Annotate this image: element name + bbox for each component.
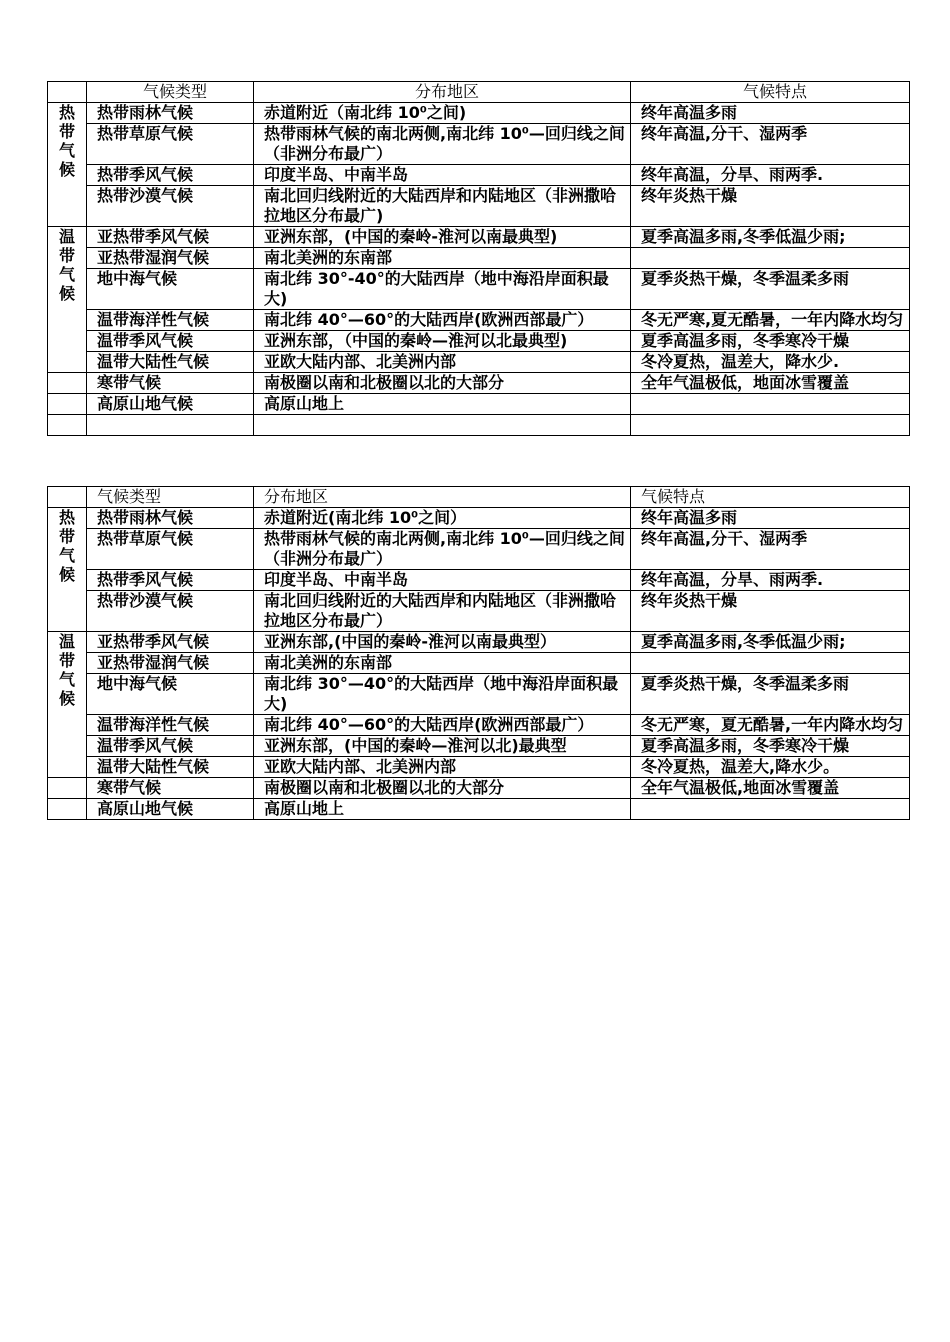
table-row [48,632,910,653]
region-cell: 南极圈以南和北极圈以北的大部分 [254,373,631,394]
feature-cell: 冬无严寒，夏无酷暑,一年内降水均匀 [631,715,910,736]
region-cell: 亚欧大陆内部、北美洲内部 [254,757,631,778]
group-label-cell-empty [48,799,87,820]
table-row [48,248,910,269]
region-cell: 南北纬 40°—60°的大陆西岸(欧洲西部最广） [254,715,631,736]
feature-cell: 终年高温，分旱、雨两季. [631,165,910,186]
feature-cell: 终年炎热干燥 [631,186,910,227]
feature-cell: 夏季炎热干燥，冬季温柔多雨 [631,674,910,715]
table-row [48,331,910,352]
header-cell-blank [48,487,87,508]
region-cell: 南北回归线附近的大陆西岸和内陆地区（非洲撒哈拉地区分布最广） [254,591,631,632]
group-label-cell [48,227,87,373]
region-cell: 热带雨林气候的南北两侧,南北纬 10⁰—回归线之间（非洲分布最广） [254,124,631,165]
type-cell: 温带大陆性气候 [87,352,254,373]
region-cell: 南北纬 40°—60°的大陆西岸(欧洲西部最广） [254,310,631,331]
table-row [48,736,910,757]
region-cell: 亚洲东部，(中国的秦岭—淮河以北)最典型 [254,736,631,757]
type-cell: 亚热带季风气候 [87,632,254,653]
type-cell: 温带海洋性气候 [87,715,254,736]
feature-cell: 终年炎热干燥 [631,591,910,632]
region-cell: 南北纬 30°—40°的大陆西岸（地中海沿岸面积最大) [254,674,631,715]
table-row [48,570,910,591]
blank-row [48,415,910,436]
group-label: 热带气候 [58,508,75,584]
feature-cell: 冬冷夏热，温差大，降水少. [631,352,910,373]
group-label-cell [48,103,87,227]
group-label-cell [48,632,87,778]
type-cell: 亚热带湿润气候 [87,248,254,269]
type-cell: 亚热带湿润气候 [87,653,254,674]
header-cell-region: 分布地区 [254,487,631,508]
type-cell: 温带海洋性气候 [87,310,254,331]
type-cell: 寒带气候 [87,778,254,799]
table-row [48,757,910,778]
table-row [48,103,910,124]
group-label: 温带气候 [58,227,75,303]
feature-cell: 全年气温极低，地面冰雪覆盖 [631,373,910,394]
group-label-cell-empty [48,778,87,799]
type-cell: 寒带气候 [87,373,254,394]
region-cell: 热带雨林气候的南北两侧,南北纬 10⁰—回归线之间（非洲分布最广） [254,529,631,570]
type-cell: 热带草原气候 [87,124,254,165]
table-row [48,227,910,248]
climate-table-1 [47,81,910,436]
table-row [48,529,910,570]
feature-cell: 终年高温,分干、湿两季 [631,124,910,165]
feature-cell [631,653,910,674]
table-row [48,653,910,674]
header-cell-feature: 气候特点 [631,82,910,103]
table-row [48,186,910,227]
group-label-cell-empty [48,394,87,415]
header-cell-type: 气候类型 [87,487,254,508]
region-cell: 亚洲东部,(中国的秦岭-淮河以南最典型） [254,632,631,653]
table-row [48,778,910,799]
region-cell: 赤道附近（南北纬 10⁰之间) [254,103,631,124]
type-cell: 温带大陆性气候 [87,757,254,778]
header-cell-blank [48,82,87,103]
table-header-row [48,487,910,508]
climate-table-2 [47,486,910,820]
group-label-cell-empty [48,373,87,394]
region-cell: 南极圈以南和北极圈以北的大部分 [254,778,631,799]
feature-cell: 全年气温极低,地面冰雪覆盖 [631,778,910,799]
blank-cell [87,415,254,436]
feature-cell: 夏季高温多雨,冬季低温少雨; [631,632,910,653]
table-row [48,124,910,165]
type-cell: 温带季风气候 [87,331,254,352]
feature-cell: 终年高温多雨 [631,103,910,124]
type-cell: 热带雨林气候 [87,508,254,529]
region-cell: 南北回归线附近的大陆西岸和内陆地区（非洲撒哈拉地区分布最广) [254,186,631,227]
region-cell: 南北美洲的东南部 [254,653,631,674]
feature-cell: 夏季高温多雨，冬季寒冷干燥 [631,736,910,757]
table-row [48,674,910,715]
header-cell-type: 气候类型 [87,82,254,103]
region-cell: 亚洲东部，（中国的秦岭—淮河以北最典型) [254,331,631,352]
type-cell: 地中海气候 [87,269,254,310]
feature-cell: 夏季炎热干燥，冬季温柔多雨 [631,269,910,310]
type-cell: 热带草原气候 [87,529,254,570]
header-cell-feature: 气候特点 [631,487,910,508]
region-cell: 南北纬 30°-40°的大陆西岸（地中海沿岸面积最大) [254,269,631,310]
group-label: 热带气候 [58,103,75,179]
region-cell: 印度半岛、中南半岛 [254,165,631,186]
blank-cell [48,415,87,436]
feature-cell: 终年高温,分干、湿两季 [631,529,910,570]
region-cell: 高原山地上 [254,394,631,415]
region-cell: 亚洲东部，(中国的秦岭-淮河以南最典型) [254,227,631,248]
type-cell: 热带季风气候 [87,570,254,591]
feature-cell [631,799,910,820]
group-label: 温带气候 [58,632,75,708]
type-cell: 高原山地气候 [87,394,254,415]
type-cell: 热带雨林气候 [87,103,254,124]
type-cell: 热带季风气候 [87,165,254,186]
type-cell: 高原山地气候 [87,799,254,820]
feature-cell: 冬冷夏热，温差大,降水少。 [631,757,910,778]
table-row [48,165,910,186]
table-row [48,269,910,310]
table-header-row [48,82,910,103]
region-cell: 印度半岛、中南半岛 [254,570,631,591]
region-cell: 亚欧大陆内部、北美洲内部 [254,352,631,373]
table-row [48,591,910,632]
region-cell: 高原山地上 [254,799,631,820]
feature-cell: 冬无严寒,夏无酷暑，一年内降水均匀 [631,310,910,331]
feature-cell [631,394,910,415]
feature-cell: 终年高温多雨 [631,508,910,529]
table-row [48,394,910,415]
feature-cell: 夏季高温多雨，冬季寒冷干燥 [631,331,910,352]
feature-cell: 终年高温，分旱、雨两季. [631,570,910,591]
region-cell: 南北美洲的东南部 [254,248,631,269]
table-row [48,715,910,736]
feature-cell: 夏季高温多雨,冬季低温少雨; [631,227,910,248]
type-cell: 热带沙漠气候 [87,591,254,632]
table-row [48,310,910,331]
blank-cell [631,415,910,436]
table-row [48,352,910,373]
table-row [48,373,910,394]
type-cell: 温带季风气候 [87,736,254,757]
table-row [48,799,910,820]
group-label-cell [48,508,87,632]
type-cell: 热带沙漠气候 [87,186,254,227]
header-cell-region: 分布地区 [254,82,631,103]
region-cell: 赤道附近(南北纬 10⁰之间） [254,508,631,529]
feature-cell [631,248,910,269]
type-cell: 地中海气候 [87,674,254,715]
type-cell: 亚热带季风气候 [87,227,254,248]
blank-cell [254,415,631,436]
table-row [48,508,910,529]
